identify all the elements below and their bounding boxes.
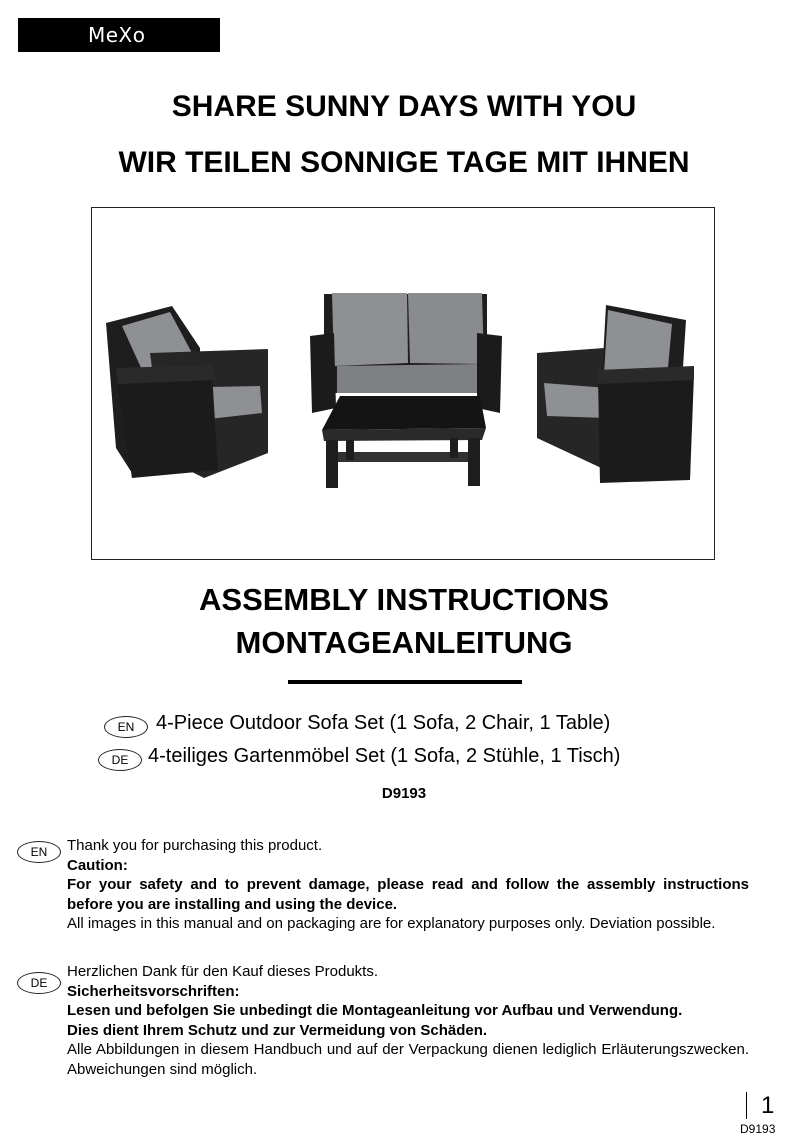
caution-label-de: Sicherheitsvorschriften: (67, 982, 240, 1000)
intro-lang-badge-en: EN (17, 841, 61, 863)
title-divider (288, 680, 522, 684)
caution-text-de-1: Lesen und befolgen Sie unbedingt die Montageanleitung vor Aufbau und Verwendung. (67, 1002, 683, 1019)
intro-en (67, 836, 749, 934)
coffee-table (322, 396, 486, 488)
headline-de: WIR TEILEN SONNIGE TAGE MIT IHNEN (118, 146, 690, 179)
caution-text-en: For your safety and to prevent damage, please read and follow the assembly instructions before you are installing and using the device. (67, 876, 749, 913)
intro-lang-badge-de: DE (17, 972, 61, 994)
brand-name: MeXo (88, 23, 146, 47)
thanks-de: Herzlichen Dank für den Kauf dieses Produkts. (67, 963, 378, 980)
brand-logo (18, 18, 220, 52)
title-de: MONTAGEANLEITUNG (235, 625, 573, 660)
model-number: D9193 (381, 785, 427, 802)
lang-badge-de: DE (98, 749, 142, 771)
loveseat-sofa (310, 293, 502, 413)
page-number: 1 (746, 1092, 774, 1119)
sofa-set-illustration (92, 208, 714, 559)
product-photo (91, 207, 715, 560)
right-armchair (537, 305, 694, 483)
note-en: All images in this manual and on packaging are for explanatory purposes only. Deviation possible. (67, 915, 716, 932)
note-de: Alle Abbildungen in diesem Handbuch und auf der Verpackung dienen lediglich Erläuterungszwecken. Abweichungen sind möglich. (67, 1041, 749, 1078)
caution-text-de-2: Dies dient Ihrem Schutz und zur Vermeidung von Schäden. (67, 1021, 488, 1039)
product-description-en: 4-Piece Outdoor Sofa Set (1 Sofa, 2 Chair, 1 Table) (156, 712, 611, 734)
left-armchair (106, 306, 268, 478)
product-description-de: 4-teiliges Gartenmöbel Set (1 Sofa, 2 Stühle, 1 Tisch) (148, 745, 621, 767)
title-en: ASSEMBLY INSTRUCTIONS (199, 582, 609, 617)
page-code: D9193 (740, 1122, 776, 1136)
lang-badge-en: EN (104, 716, 148, 738)
intro-de (67, 962, 749, 1079)
thanks-en: Thank you for purchasing this product. (67, 837, 323, 854)
headline-en: SHARE SUNNY DAYS WITH YOU (171, 90, 637, 123)
caution-label-en: Caution: (67, 856, 128, 874)
